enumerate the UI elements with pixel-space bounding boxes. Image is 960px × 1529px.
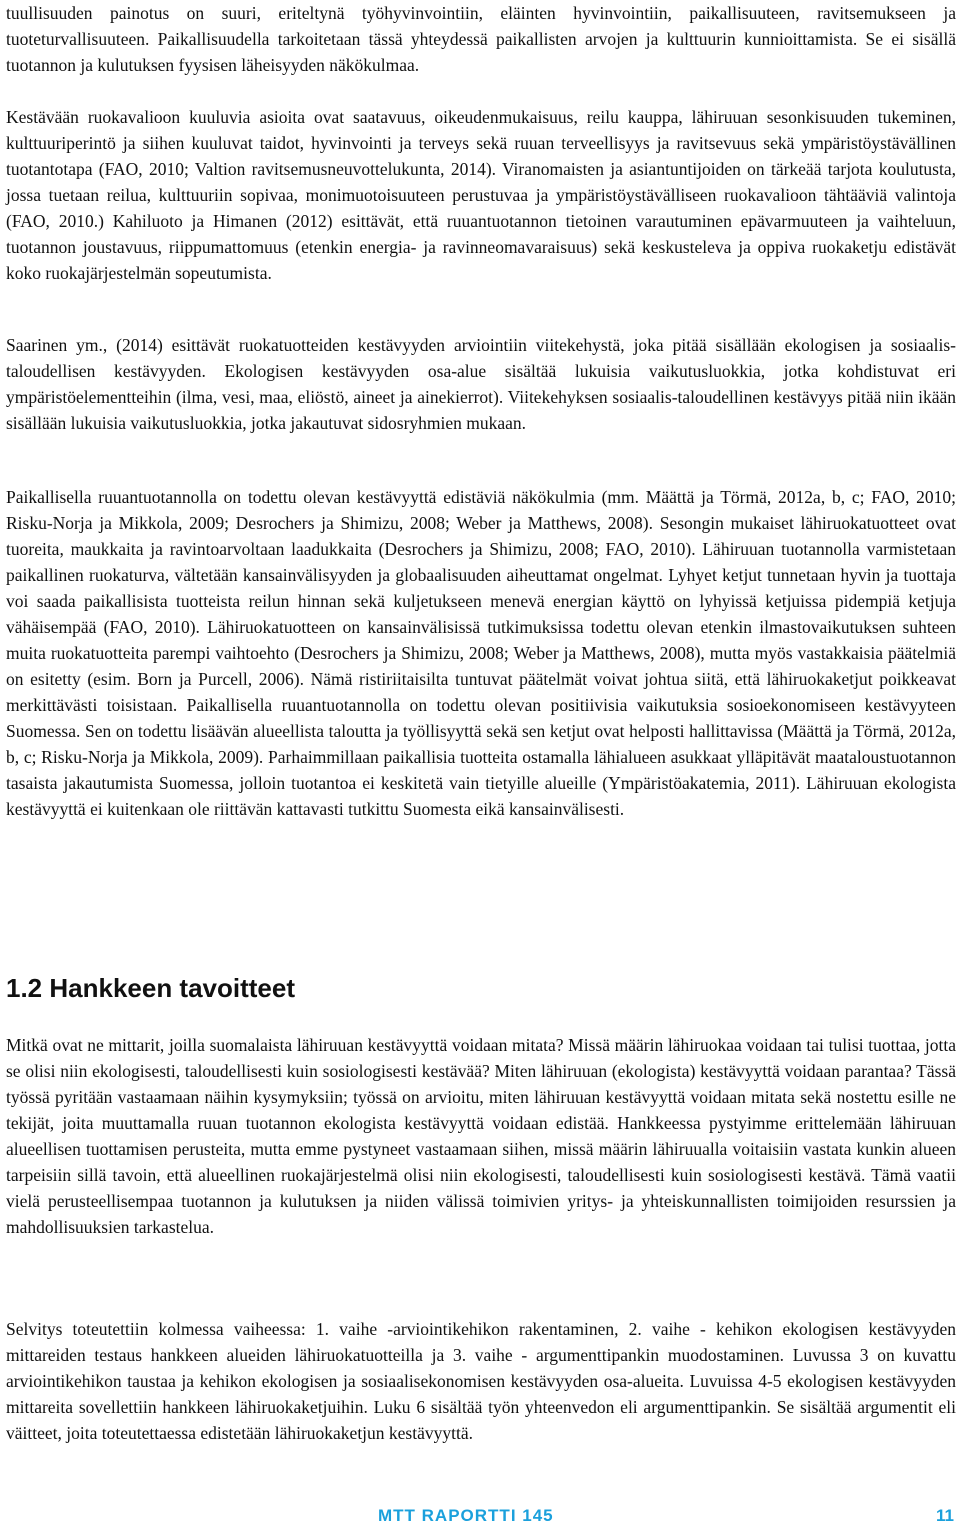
paragraph-block xyxy=(6,1316,956,1446)
paragraph-saarinen: Saarinen ym., (2014) esittävät ruokatuotteiden kestävyyden arviointiin viitekehystä, joka pitää sisällään ekologisen ja sosiaalis-taloudellisen kestävyyden. Ekologisen kestävyyden osa-alue sisältää lukuisia vaikutusluokkia, jotka kohdistuvat eri ympäristöelementteihin (ilma, vesi, maa, eliöstö, aineet ja ainekierrot). Viitekehyksen sosiaalis-taloudellinen kestävyys pitää niin ikään sisällään lukuisia vaikutusluokkia, jotka jakautuvat sidosryhmien mukaan. xyxy=(6,335,956,433)
paragraph-block xyxy=(6,332,956,436)
footer-publication-title: MTT RAPORTTI 145 xyxy=(378,1506,554,1525)
paragraph-local-production: Paikallisella ruuantuotannolla on todettu olevan kestävyyttä edistäviä näkökulmia (mm. Määttä ja Törmä, 2012a, b, c; FAO, 2010; Risku-Norja ja Mikkola, 2009; Desrochers ja Shimizu, 2008; Weber ja Matthews, 2008). Sesongin mukaiset lähiruokatuotteet ovat tuoreita, maukkaita ja ravintoarvoltaan laadukkaita (Desrochers ja Shimizu, 2008; FAO, 2010). Lähiruuan tuotannolla varmistetaan paikallinen ruokaturva, vältetään kansainvälisyyden ja globaalisuuden aiheuttamat ongelmat. Lyhyet ketjut tunnetaan hyvin ja tuottaja voi saada paikallisista tuotteista reilun hinnan sekä kuljetukseen menevä energian käyttö on lyhyissä ketjuissa pidempiä ketjuja vähäisempää (FAO, 2010). Lähiruokatuotteen on kansainvälisissä tutkimuksissa todettu olevan etenkin ilmastovaikutuksen suhteen muita ruokatuotteita parempi vaihtoehto (Desrochers ja Shimizu, 2008; Weber ja Matthews, 2008), mutta myös vastakkaisia päätelmiä on esitetty (esim. Born ja Purcell, 2006). Nämä ristiriitaisilta tuntuvat päätelmät voivat johtua siitä, että lähiruokaketjut poikkeavat merkittävästi toisistaan. Paikallisella ruuantuotannolla on todettu olevan positiivisia vaikutuksia sosioekonomiseen kestävyyteen Suomessa. Sen on todettu lisäävän alueellista taloutta ja työllisyyttä sekä sen ketjut ovat helposti hallittavissa (Määttä ja Törmä, 2012a, b, c; Risku-Norja ja Mikkola, 2009). Parhaimmillaan paikallisia tuotteita ostamalla lähialueen asukkaat ylläpitävät maataloustuotannon tasaista jakautumista Suomessa, jolloin tuotantoa ei keskitetä vain tietyille alueille (Ympäristöakatemia, 2011). Lähiruuan ekologista kestävyyttä ei kuitenkaan ole riittävän kattavasti tutkittu Suomesta eikä kansainvälisesti. xyxy=(6,487,956,819)
section-heading-block xyxy=(6,972,956,1004)
paragraph-goals: Mitkä ovat ne mittarit, joilla suomalaista lähiruuan kestävyyttä voidaan mitata? Missä määrin lähiruokaa voidaan tai tulisi tuottaa, jotta se olisi niin ekologisesti, taloudellisesti kuin sosiologisesti kestävää? Miten lähiruuan (ekologista) kestävyyttä voidaan parantaa? Tässä työssä pyritään vastaamaan näihin kysymyksiin; työssä on arvioitu, miten lähiruuan kestävyyttä voidaan mitata sekä nostettu esille ne tekijät, joita muuttamalla ruuan tuotannon ekologista kestävyyttä voidaan edistää. Hankkeessa pystyimme erittelemään lähiruuan alueellisen tuottamisen perusteita, mutta emme pystyneet vastaamaan siihen, missä määrin lähiruualla voitaisiin vastata kunkin alueen tarpeisiin sillä tavoin, että alueellinen ruokajärjestelmä olisi niin ekologisesti, taloudellisesti kuin sosiologisesti kestävä. Tämä vaatii vielä perusteellisempaa tuotannon ja kulutuksen ja niiden välissä toimivien yritys- ja yhteiskunnallisten toimijoiden resurssien ja mahdollisuuksien tarkastelua. xyxy=(6,1035,956,1237)
paragraph-block xyxy=(6,484,956,822)
paragraph-phases: Selvitys toteutettiin kolmessa vaiheessa: 1. vaihe -arviointikehikon rakentaminen, 2. vaihe - kehikon ekologisen kestävyyden mittareiden testaus hankkeen alueiden lähiruokatuotteilla ja 3. vaihe - argumenttipankin muodostaminen. Luvussa 3 on kuvattu arviointikehikon taustaa ja kehikon ekologisen ja sosiaalisekonomisen kestävyyden osa-alueita. Luvuissa 4-5 ekologisen kestävyyden mittareita sovellettiin hankkeen lähiruokaketjuihin. Luku 6 sisältää työn yhteenvedon eli argumenttipankin. Se sisältää argumentit eli väitteet, joita toteutettaessa edistetään lähiruokaketjun kestävyyttä. xyxy=(6,1319,956,1443)
footer-page-number: 11 xyxy=(936,1506,954,1525)
paragraph-block xyxy=(6,0,956,78)
paragraph-block xyxy=(6,1032,956,1240)
paragraph-intro-end: tuullisuuden painotus on suuri, eriteltynä työhyvinvointiin, eläinten hyvinvointiin, paikallisuuteen, ravitsemukseen ja tuoteturvallisuuteen. Paikallisuudella tarkoitetaan tässä yhteydessä paikallisten arvojen ja kulttuurin kunnioittamista. Se ei sisällä tuotannon ja kulutuksen fyysisen läheisyyden näkökulmaa. xyxy=(6,3,956,75)
paragraph-block xyxy=(6,104,956,286)
section-heading: 1.2 Hankkeen tavoitteet xyxy=(6,973,296,1003)
paragraph-sustainable-diet: Kestävään ruokavalioon kuuluvia asioita ovat saatavuus, oikeudenmukaisuus, reilu kauppa, lähiruuan sesonkisuuden tukeminen, kulttuuriperintö ja siihen kuuluvat taidot, hyvinvointi ja terveys sekä ruuan terveellisyys ja ravitsevuus sekä ympäristöystävällinen tuotantotapa (FAO, 2010; Valtion ravitsemusneuvottelukunta, 2014). Viranomaisten ja asiantuntijoiden on tärkeää tarjota koulutusta, jossa tuetaan reilua, kulttuuriin sopivaa, monimuotoisuuteen perustuvaa ja ympäristöystävälliseen ruokavalioon tähtääviä valintoja (FAO, 2010.) Kahiluoto ja Himanen (2012) esittävät, että ruuantuotannon tietoinen varautuminen epävarmuuteen ja vaihteluun, tuotannon joustavuus, riippumattomuus (etenkin energia- ja ravinneomavaraisuus) sekä keskusteleva ja oppiva ruokaketju edistävät koko ruokajärjestelmän sopeutumista. xyxy=(6,107,956,283)
